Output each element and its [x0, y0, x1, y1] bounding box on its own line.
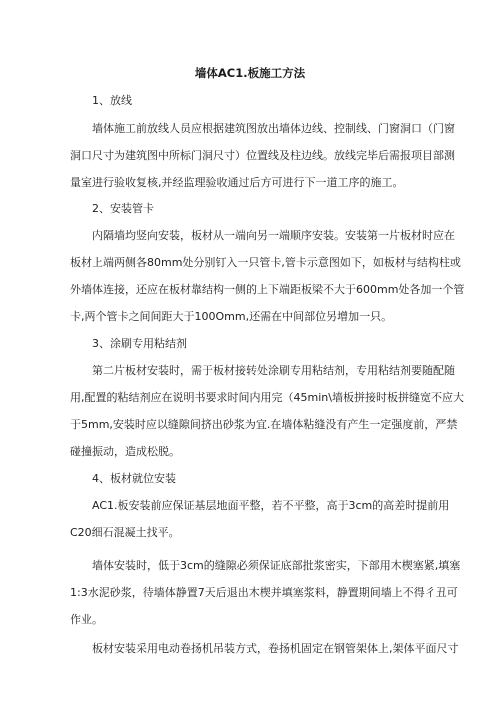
paragraph-line: 卡,两个管卡之间间距大于100Omm,还需在中间部位另增加一只。 — [70, 310, 393, 323]
paragraph-line: 碰撞振动，造成松脱。 — [70, 445, 180, 458]
section-heading-3: 3、涂刷专用粘结剂 — [92, 337, 187, 350]
paragraph-line: 量室进行验收复核,并经监理验收通过后方可进行下一道工序的施工。 — [70, 176, 404, 189]
paragraph-line: 用,配置的粘结剂应在说明书要求时间内用完（45min\墙板拼接时板拼缝宽不应大 — [70, 391, 464, 404]
paragraph-line: 外墙体连接，还应在板材靠结构一侧的上下端距板梁不大于600mm处各加一个管 — [70, 283, 465, 296]
section-heading-1: 1、放线 — [92, 94, 132, 107]
paragraph-line: 板材安装采用电动卷扬机吊装方式，卷扬机固定在钢管架体上,架体平面尺寸 — [92, 642, 459, 655]
paragraph-line: 内隔墙均竖向安装，板材从一端向另一端顺序安装。安装第一片板材时应在 — [92, 229, 455, 242]
paragraph-line: 于5mm,安装时应以缝隙间挤出砂浆为宜.在墙体粘缝没有产生一定强度前，严禁 — [70, 418, 458, 431]
paragraph-line: 第二片板材安装时，需于板材接转处涂刷专用粘结剂，专用粘结剂要随配随 — [92, 364, 455, 377]
document-title: 墙体AC1.板施工方法 — [194, 66, 306, 80]
paragraph-line: 板材上端两侧各80mm处分别钉入一只管卡,管卡示意图如下，如板材与结构柱或 — [70, 256, 461, 269]
paragraph-line: C20细石混凝土找平。 — [70, 526, 180, 539]
paragraph-line: AC1.板安装前应保证基层地面平整，若不平整，高于3cm的高差时提前用 — [92, 499, 450, 512]
section-heading-2: 2、安装管卡 — [92, 202, 154, 215]
paragraph-line: 作业。 — [70, 613, 103, 626]
section-heading-4: 4、板材就位安装 — [92, 472, 176, 485]
paragraph-line: 洞口尺寸为建筑图中所标门洞尺寸）位置线及柱边线。放线完毕后需报项目部测 — [70, 149, 455, 162]
paragraph-line: 墙体安装时，低于3cm的缝隙必须保证底部批浆密实，下部用木楔塞紧,填塞 — [92, 559, 461, 572]
paragraph-line: 1:3水泥砂浆，待墙体静置7天后退出木楔并填塞浆料，静置期间墙上不得彳丑可 — [70, 586, 458, 599]
paragraph-line: 墙体施工前放线人员应根据建筑图放出墙体边线、控制线、门窗洞口（门窗 — [92, 122, 455, 135]
